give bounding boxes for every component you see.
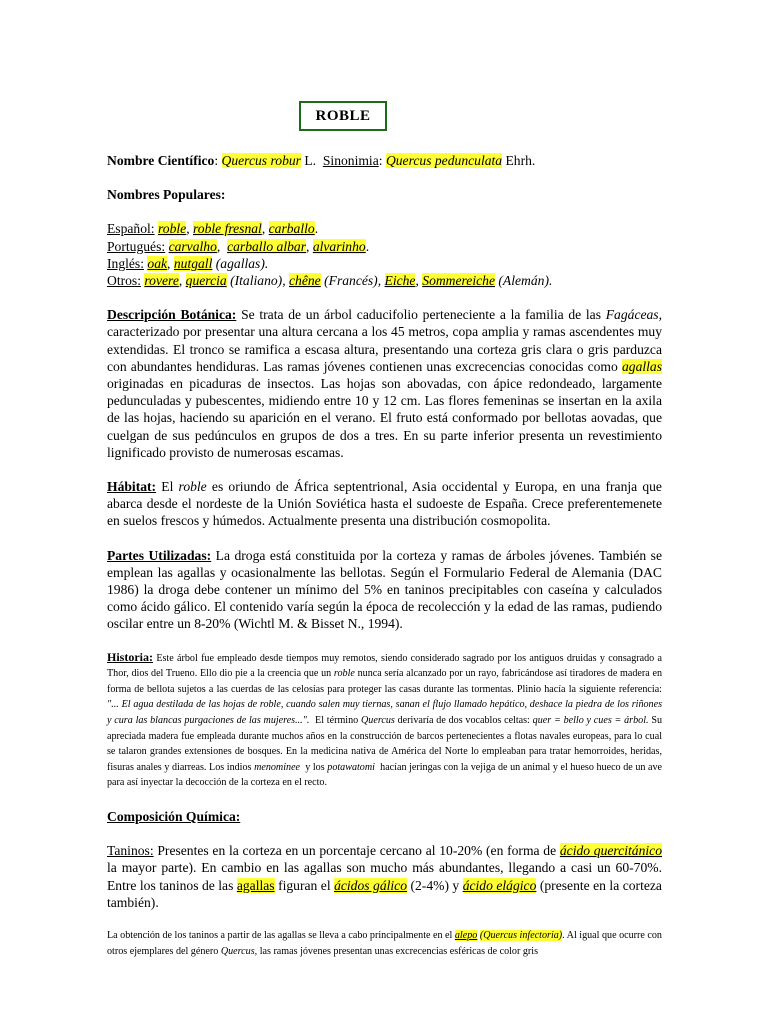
document-body: [107, 152, 662, 959]
tannins-paragraph: Taninos: Presentes en la corteza en un porcentaje cercano al 10-20% (en forma de ácido quercitánico la mayor parte). En cambio en las agallas son mucho más abundantes, llegando a casi un 60-70%. Entre los taninos de las agallas figuran el ácidos gálico (2-4%) y ácido elágico (presente en la corteza también).: [107, 843, 662, 910]
title-box: [299, 101, 387, 131]
scientific-name-line: Nombre Científico: Quercus robur L. Sinonimia: Quercus pedunculata Ehrh.: [107, 153, 536, 168]
synonym-author: Ehrh.: [505, 153, 536, 168]
parts-used-section: Partes Utilizadas: La droga está constituida por la corteza y ramas de árboles jóvenes. También se emplean las agallas y ocasionalmente las bellotas. Según el Formulario Federal de Alemania (DAC 1986) la droga debe contener un mínimo del 5% en taninos precipitables con caseína y calculados como ácido gálico. El contenido varía según la época de recolección y la edad de las ramas, pudiendo oscilar entre un 8-20% (Wichtl M. & Bisset N., 1994).: [107, 547, 662, 632]
scientific-author: L.: [304, 153, 317, 168]
synonym-name: Quercus pedunculata: [385, 153, 503, 168]
page-title: ROBLE: [315, 107, 371, 124]
popular-names-heading: Nombres Populares:: [107, 187, 226, 203]
parts-used-label: Partes Utilizadas:: [107, 547, 212, 563]
history-label: Historia:: [107, 649, 153, 664]
habitat-section: Hábitat: El roble es oriundo de África septentrional, Asia occidental y Europa, en una franja que abarca desde el nordeste de la Unión Soviética hasta el sudoeste de España. Crece preferentemenete en suelos frescos y húmedos. Actualmente presenta una distribución cosmopolita.: [107, 479, 662, 529]
scientific-name: Quercus robur: [221, 153, 301, 168]
popular-names-others: Otros: rovere, quercia (Italiano), chêne (Francés), Eiche, Sommereiche (Alemán).: [107, 273, 553, 289]
popular-names-spanish: Español: roble, roble fresnal, carballo.: [107, 221, 319, 237]
footer-paragraph: La obtención de los taninos a partir de las agallas se lleva a cabo principalmente en el alepo (Quercus infectoria). Al igual que ocurre con otros ejemplares del género Quercus, las ramas jóvenes presentan unas excrecencias esféricas de color gris: [107, 930, 662, 957]
synonym-label: Sinonimia: [322, 153, 379, 168]
botanical-description: Descripción Botánica: Se trata de un árbol caducifolio perteneciente a la familia de las Fagáceas, caracterizado por presentar una altura cercana a los 45 metros, copa amplia y ramas ascendentes muy extendidas. El tronco se ramifica a escasa altura, presentando una corteza gris clara o gris parduzca con abundantes hendiduras. Las ramas jóvenes contienen unas excrecencias conocidas como agallas originadas en picaduras de insectos. Las hojas son abovadas, con ápice redondeado, largamente pedunculadas y pubescentes, midiendo entre 10 y 12 cm. Las flores femeninas se insertan en la axila de las hojas, haciendo su aparición en el verano. El fruto está conformado por bellotas aovadas, que cuelgan de sus pedúnculos en grupos de dos a tres. En su parte inferior presenta un revestimiento lignificado provisto de numerosas escamas.: [107, 307, 662, 460]
popular-names-english: Inglés: oak, nutgall (agallas).: [107, 255, 269, 271]
botanical-description-label: Descripción Botánica:: [107, 307, 237, 323]
chemical-composition-heading: Composición Química:: [107, 809, 241, 825]
tannins-label: Taninos:: [107, 843, 154, 859]
popular-names-portuguese: Portugués: carvalho, carballo albar, alvarinho.: [107, 238, 370, 254]
history-section: Historia: Este árbol fue empleado desde tiempos muy remotos, siendo considerado sagrado por los antiguos druidas y consagrado a Thor, dios del Trueno. Ello dio pie a la creencia que un roble nunca sería alcanzado por un rayo, fabricándose así tiradores de madera en forma de bellota sujetos a las cuerdas de las celosías para proteger las casas durante las tormentas. Plinio hacía la siguiente referencia: "... El agua destilada de las hojas de roble, cuando salen muy tiernas, sanan el flujo llamado hepático, deshace la piedra de los riñones y cura las blancas purgaciones de las mujeres...". El término Quercus derivaría de dos vocablos celtas: quer = bello y cues = árbol. Su apreciada madera fue empleada durante muchos años en la construcción de barcos pertenecientes a flotas navales europeas, para lo cual se talaron grandes extensiones de bosques. En la medicina nativa de América del Norte lo empleaban para tratar hemorroides, heridas, fisuras anales y diarreas. Los indios menominee y los potawatomi hacían jeringas con la vejiga de un animal y el hueso hueco de un ave para así inyectar la decocción de la corteza en el recto.: [107, 649, 663, 789]
habitat-label: Hábitat:: [107, 479, 157, 495]
scientific-name-label: Nombre Científico: [107, 153, 215, 168]
